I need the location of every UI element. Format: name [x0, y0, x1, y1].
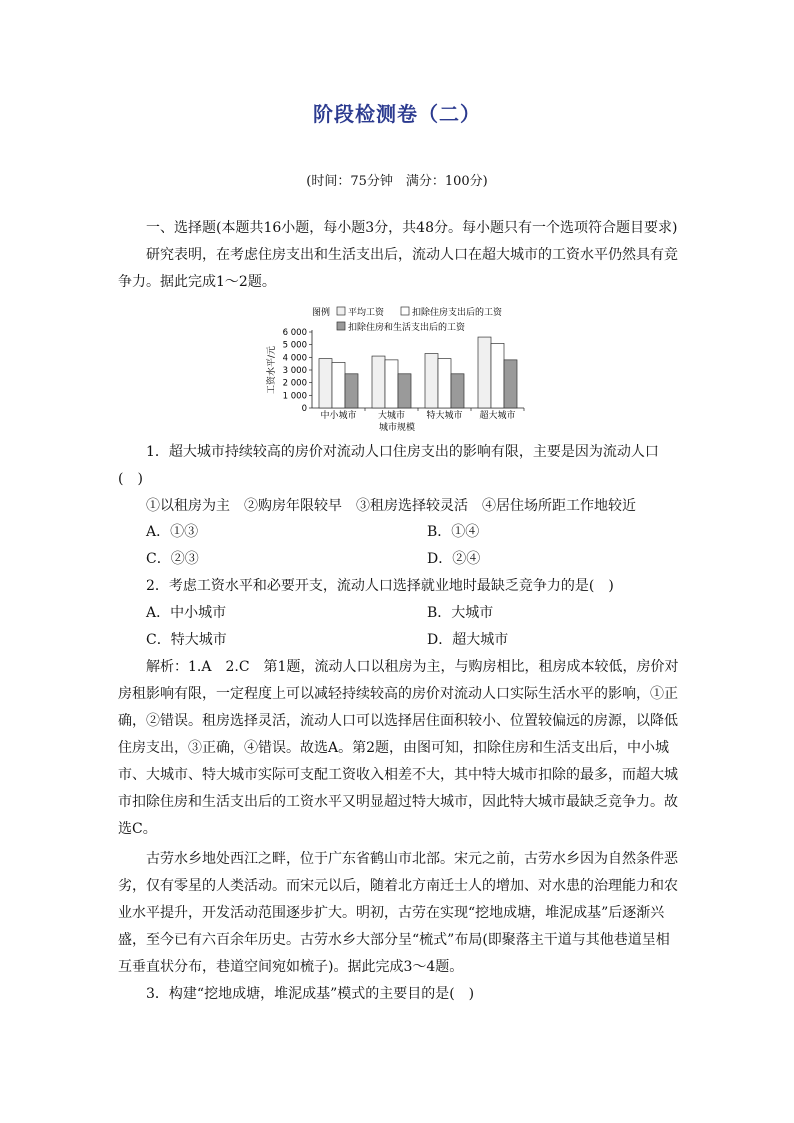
analysis-line: 住房支出，③正确，④错误。故选A。第2题，由图可知，扣除住房和生活支出后，中小城	[118, 740, 670, 756]
bar	[491, 343, 504, 408]
passage-line: 古劳水乡地处西江之畔，位于广东省鹤山市北部。宋元之前，古劳水乡因为自然条件恶	[146, 851, 678, 867]
legend-swatch	[401, 307, 409, 315]
bar	[319, 359, 332, 408]
q2-option-a[interactable]: A．中小城市	[146, 605, 227, 621]
wage-bar-chart	[262, 300, 532, 435]
analysis-line: 确，②错误。租房选择灵活，流动人口可以选择居住面积较小、位置较偏远的房源，以降低	[118, 713, 678, 729]
x-axis-label: 城市规模	[378, 423, 416, 433]
x-tick-label: 大城市	[377, 411, 406, 421]
passage-line: 互垂直状分布，巷道空间宛如梳子)。据此完成3～4题。	[118, 959, 464, 975]
y-tick-label: 4 000	[282, 353, 307, 364]
y-tick-label: 5 000	[282, 340, 307, 351]
q2-stem: 2．考虑工资水平和必要开支，流动人口选择就业地时最缺乏竞争力的是( )	[146, 578, 614, 594]
analysis-line: 房租影响有限，一定程度上可以减轻持续较高的房价对流动人口实际生活水平的影响，①正	[118, 686, 678, 702]
q1-option-b[interactable]: B．①④	[427, 524, 480, 540]
legend-swatch	[337, 307, 345, 315]
passage-line: 业水平提升，开发活动范围逐步扩大。明初，古劳在实现“挖地成塘，堆泥成基”后逐渐兴	[118, 905, 665, 921]
q2-option-c[interactable]: C．特大城市	[146, 632, 227, 648]
passage-line: 劣，仅有零星的人类活动。而宋元以后，随着北方南迁士人的增加、对水患的治理能力和农	[118, 878, 678, 894]
q3-stem: 3．构建“挖地成塘，堆泥成基”模式的主要目的是( )	[146, 986, 475, 1002]
x-tick-label: 超大城市	[479, 411, 516, 421]
y-tick-label: 0	[301, 404, 307, 414]
intro-line: 争力。据此完成1～2题。	[118, 274, 276, 290]
legend-title: 图例	[312, 308, 331, 318]
y-tick-label: 3 000	[282, 366, 307, 376]
legend-label: 平均工资	[348, 308, 385, 318]
bar	[332, 362, 345, 408]
bar	[398, 374, 411, 408]
bar	[345, 374, 358, 408]
q2-option-b[interactable]: B．大城市	[427, 605, 494, 621]
y-axis-label: 工资水平/元	[267, 345, 277, 395]
legend-swatch	[337, 322, 345, 330]
legend-label: 扣除住房支出后的工资	[412, 308, 503, 318]
bar	[425, 354, 438, 408]
bar	[478, 337, 491, 408]
q1-stem: 1．超大城市持续较高的房价对流动人口住房支出的影响有限，主要是因为流动人口	[146, 444, 659, 460]
x-tick-label: 特大城市	[426, 411, 463, 421]
analysis-line: 解析：1.A 2.C 第1题，流动人口以租房为主，与购房相比，租房成本较低，房价对	[146, 659, 679, 675]
y-tick-label: 6 000	[282, 328, 307, 338]
analysis-line: 选C。	[118, 821, 157, 837]
q1-stem: ( )	[118, 471, 143, 487]
exam-meta: (时间：75分钟 满分：100分)	[306, 174, 488, 189]
q1-items: ①以租房为主 ②购房年限较早 ③租房选择较灵活 ④居住场所距工作地较近	[146, 498, 636, 514]
section-heading: 一、选择题(本题共16小题，每小题3分，共48分。每小题只有一个选项符合题目要求)	[146, 220, 678, 236]
analysis-line: 市扣除住房和生活支出后的工资水平又明显超过特大城市，因此特大城市最缺乏竞争力。故	[118, 794, 678, 810]
bar	[438, 359, 451, 408]
intro-line: 研究表明，在考虑住房支出和生活支出后，流动人口在超大城市的工资水平仍然具有竞	[146, 247, 678, 263]
bar	[451, 374, 464, 408]
analysis-line: 市、大城市、特大城市实际可支配工资收入相差不大，其中特大城市扣除的最多，而超大城	[118, 767, 678, 783]
legend-label: 扣除住房和生活支出后的工资	[348, 323, 466, 333]
bar	[504, 360, 517, 408]
passage-line: 盛，至今已有六百余年历史。古劳水乡大部分呈“梳式”布局(即聚落主干道与其他巷道呈相	[118, 932, 670, 948]
bar	[385, 360, 398, 408]
q1-option-c[interactable]: C．②③	[146, 551, 199, 567]
x-tick-label: 中小城市	[320, 411, 357, 421]
q1-option-d[interactable]: D．②④	[427, 551, 481, 567]
bar	[372, 356, 385, 408]
page-title: 阶段检测卷（二）	[313, 102, 481, 126]
q1-option-a[interactable]: A．①③	[146, 524, 199, 540]
q2-option-d[interactable]: D．超大城市	[427, 632, 509, 648]
plot-area	[283, 328, 524, 421]
y-tick-label: 2 000	[282, 378, 307, 389]
y-tick-label: 1 000	[282, 391, 307, 402]
